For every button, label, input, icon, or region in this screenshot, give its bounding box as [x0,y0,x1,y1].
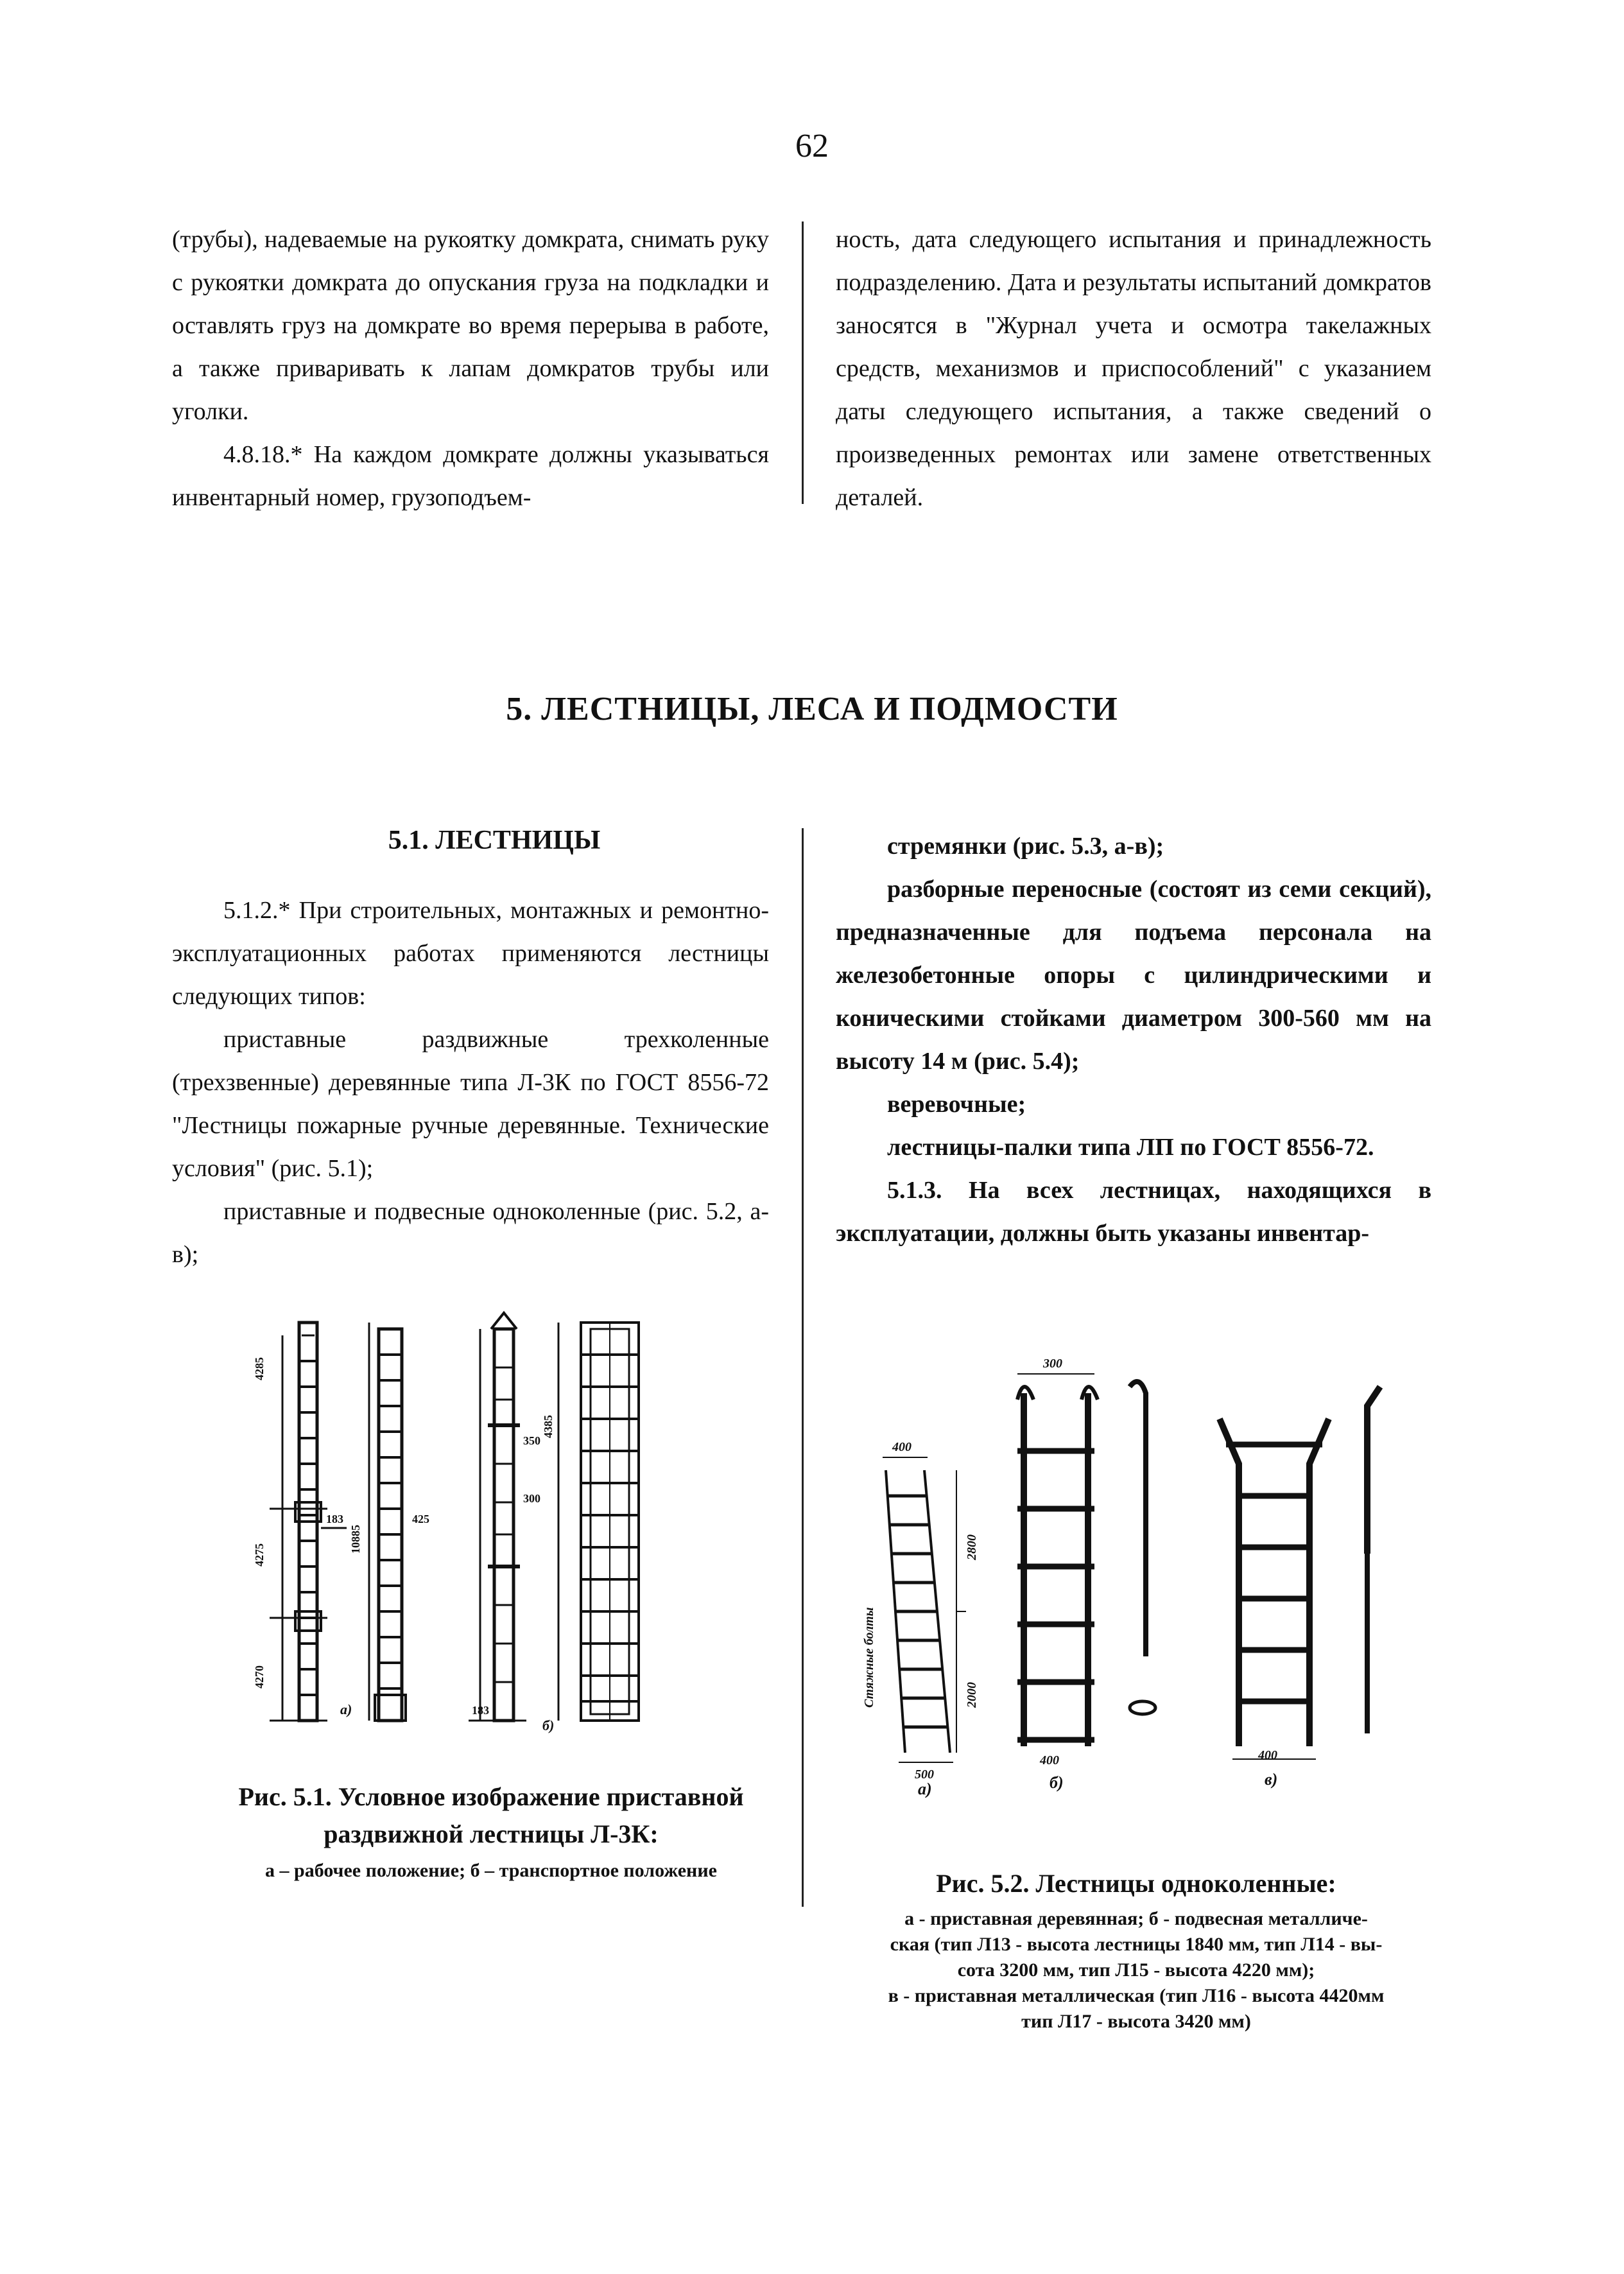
figure-5-1 [244,1310,745,1746]
label-a: а) [918,1780,932,1798]
paragraph: 5.1.2.* При строительных, монтажных и ремонтно-эксплуатационных работах применяются лестницы следующих типов: [172,897,769,1010]
figure-5-1-caption [193,1778,790,1884]
paragraph: ность, дата следующего испытания и принадлежность подразделению. Дата и результаты испытаний домкратов заносятся в "Журнал учета и осмотра такелажных средств, механизмов и приспособлений" с указанием даты следующего испытания, а также сведений о произведенных ремонтах или замене ответственных деталей. [836,226,1431,511]
label-c: в) [1265,1770,1278,1789]
dim-2000: 2000 [965,1682,979,1708]
caption-note-line: сота 3200 мм, тип Л15 - высота 4220 мм); [957,1959,1315,1981]
dim-183a: 183 [326,1513,343,1525]
figure-5-2 [854,1348,1431,1798]
caption-title: Рис. 5.2. Лестницы одноколенные: [936,1869,1336,1898]
dim-400b: 400 [1040,1753,1059,1767]
label-b: б) [542,1717,555,1733]
dim-183b: 183 [472,1704,489,1717]
dim-2800: 2800 [965,1534,979,1560]
section-title: 5. ЛЕСТНИЦЫ, ЛЕСА И ПОДМОСТИ [506,691,1118,727]
label-b: б) [1050,1773,1064,1792]
dim-350: 350 [523,1434,540,1447]
paragraph: приставные раздвижные трехколенные (трехзвенные) деревянные типа Л-3К по ГОСТ 8556-72 "Лестницы пожарные ручные деревянные. Технические условия" (рис. 5.1); [172,1026,769,1182]
column-divider [802,221,804,504]
mid-left-column [172,889,769,1276]
caption-note-line: а - приставная деревянная; б - подвесная металличе- [904,1908,1368,1929]
dim-500: 500 [915,1767,934,1782]
caption-title: Рис. 5.1. Условное изображение приставной раздвижной лестницы Л-3К: [238,1782,744,1848]
top-right-column [836,218,1431,519]
paragraph: 4.8.18.* На каждом домкрате должны указываться инвентарный номер, грузоподъем- [172,441,769,511]
top-left-column [172,218,769,519]
bolts-label: Стяжные болты [862,1607,876,1708]
dim-4270: 4270 [253,1665,266,1688]
dim-300: 300 [523,1492,540,1505]
mid-right-column [836,825,1431,1255]
dim-400a: 400 [892,1440,911,1454]
dim-10885: 10885 [349,1525,362,1554]
paragraph: веревочные; [887,1091,1026,1118]
dim-4285: 4285 [253,1357,266,1380]
dim-4275: 4275 [253,1543,266,1567]
label-a: а) [340,1701,352,1717]
paragraph: разборные переносные (состоят из семи секций), предназначенные для подъема персонала на железобетонные опоры с цилиндрическими и коническими стойками диаметром 300-560 мм на высоту 14 м (рис. 5.4); [836,876,1431,1075]
subsection-title: 5.1. ЛЕСТНИЦЫ [388,826,601,855]
caption-note-line: ская (тип Л13 - высота лестницы 1840 мм, тип Л14 - вы- [890,1934,1383,1955]
dim-425: 425 [412,1513,429,1525]
paragraph: лестницы-палки типа ЛП по ГОСТ 8556-72. [887,1134,1374,1161]
dim-400c: 400 [1258,1748,1277,1762]
caption-note: а – рабочее положение; б – транспортное положение [265,1860,717,1881]
column-divider [802,828,804,1907]
paragraph: стремянки (рис. 5.3, а-в); [887,833,1164,860]
caption-note-line: в - приставная металлическая (тип Л16 - высота 4420мм [888,1985,1385,2006]
page-number: 62 [795,128,829,164]
figure-5-2-caption [834,1865,1438,2035]
dim-4385: 4385 [542,1415,555,1438]
paragraph: (трубы), надеваемые на рукоятку домкрата, снимать руку с рукоятки домкрата до опускания груза на подкладки и оставлять груз на домкрате во время перерыва в работе, а также приваривать к лапам домкратов трубы или уголки. [172,226,769,425]
paragraph: приставные и подвесные одноколенные (рис. 5.2, а-в); [172,1198,769,1268]
dim-300: 300 [1043,1357,1062,1371]
paragraph: 5.1.3. На всех лестницах, находящихся в эксплуатации, должны быть указаны инвентар- [836,1177,1431,1247]
caption-note-line: тип Л17 - высота 3420 мм) [1021,2011,1251,2032]
